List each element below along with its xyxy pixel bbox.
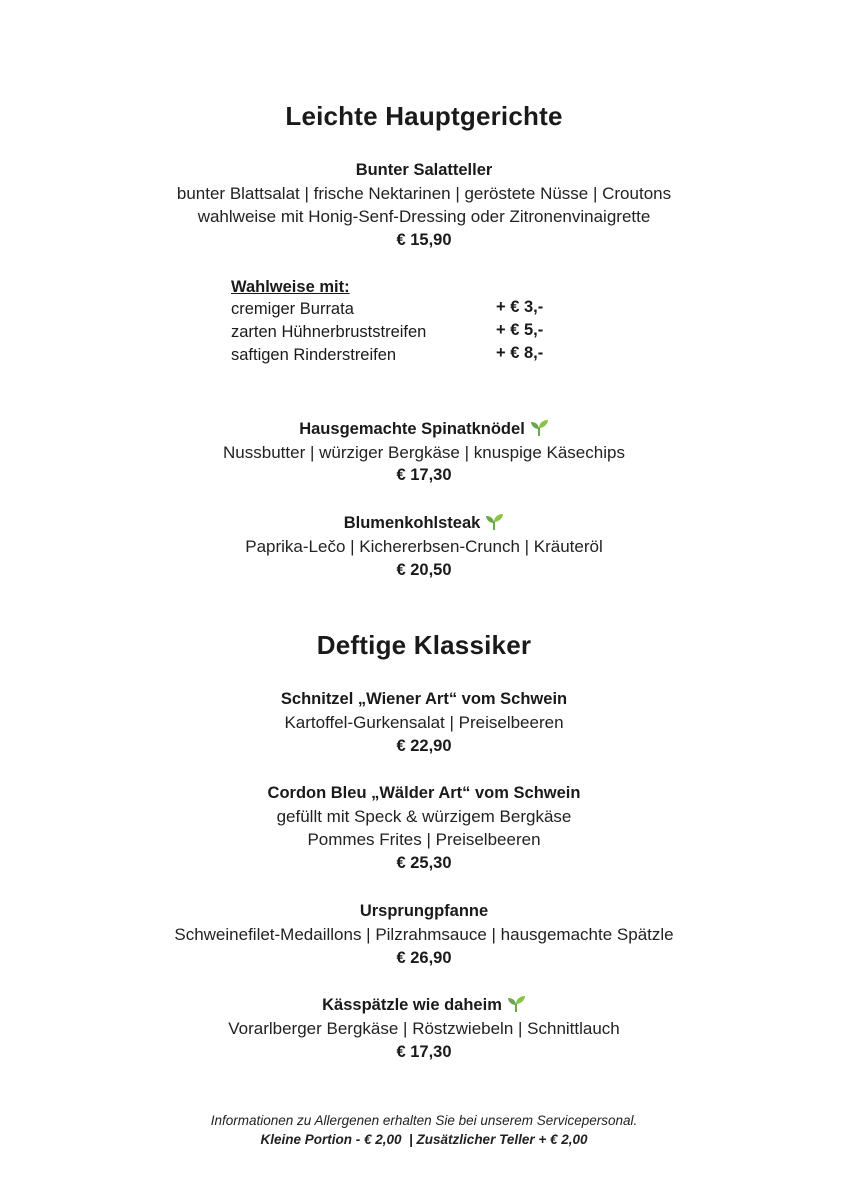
extras-list	[231, 278, 591, 369]
dish-description-spinach: Nussbutter | würziger Bergkäse | knuspige Käsechips	[223, 443, 625, 462]
dish-name-salad: Bunter Salatteller	[355, 161, 493, 179]
extras-title: Wahlweise mit:	[231, 278, 350, 296]
dish-description-schnitzel: Kartoffel-Gurkensalat | Preiselbeeren	[284, 713, 564, 732]
dish-description-cordon-bleu-2: Pommes Frites | Preiselbeeren	[307, 830, 541, 849]
dish-price-cauliflower: € 20,50	[396, 561, 452, 579]
dish-description-kaesspaetzle: Vorarlberger Bergkäse | Röstzwiebeln | Schnittlauch	[228, 1019, 620, 1038]
dish-name-schnitzel: Schnitzel „Wiener Art“ vom Schwein	[280, 690, 568, 708]
extra-item-price: + € 5,-	[496, 321, 544, 339]
extra-item-name: zarten Hühnerbruststreifen	[231, 323, 427, 341]
dish-description-ursprungpfanne: Schweinefilet-Medaillons | Pilzrahmsauce | hausgemachte Spätzle	[174, 925, 674, 944]
extra-item-price: + € 8,-	[496, 344, 544, 362]
dish-description-cauliflower: Paprika-Lečo | Kichererbsen-Crunch | Kräuteröl	[245, 537, 603, 556]
section-title-light-mains: Leichte Hauptgerichte	[285, 101, 563, 131]
dish-name-kaesspaetzle: Kässpätzle wie daheim	[322, 996, 502, 1014]
dish-price-cordon-bleu: € 25,30	[396, 854, 452, 872]
allergen-note: Informationen zu Allergenen erhalten Sie bei unserem Servicepersonal.	[210, 1113, 638, 1128]
extra-item	[231, 300, 591, 323]
extra-item	[231, 346, 591, 369]
sprout-icon	[484, 513, 504, 531]
dish-price-kaesspaetzle: € 17,30	[396, 1043, 452, 1061]
extra-item-name: saftigen Rinderstreifen	[231, 346, 397, 364]
sprout-icon	[529, 419, 549, 437]
dish-name-cauliflower: Blumenkohlsteak	[343, 514, 481, 532]
extra-item-name: cremiger Burrata	[231, 300, 354, 318]
extra-item-price: + € 3,-	[496, 298, 544, 316]
dish-heading-kaesspaetzle	[0, 995, 848, 1015]
dish-name-ursprungpfanne: Ursprungpfanne	[359, 902, 489, 920]
section-title-hearty-classics: Deftige Klassiker	[316, 630, 532, 660]
dish-price-spinach: € 17,30	[396, 466, 452, 484]
dish-description-cordon-bleu-1: gefüllt mit Speck & würzigem Bergkäse	[276, 807, 572, 826]
dish-description-salad-2: wahlweise mit Honig-Senf-Dressing oder Zitronenvinaigrette	[197, 207, 651, 226]
dish-price-schnitzel: € 22,90	[396, 737, 452, 755]
portion-note	[0, 1132, 848, 1147]
portion-note-text: Kleine Portion - € 2,00 | Zusätzlicher Teller + € 2,00	[260, 1132, 588, 1147]
dish-name-spinach: Hausgemachte Spinatknödel	[299, 420, 525, 438]
dish-price-ursprungpfanne: € 26,90	[396, 949, 452, 967]
dish-name-cordon-bleu: Cordon Bleu „Wälder Art“ vom Schwein	[267, 784, 581, 802]
dish-description-salad-1: bunter Blattsalat | frische Nektarinen | geröstete Nüsse | Croutons	[176, 184, 672, 203]
dish-price-salad: € 15,90	[396, 231, 452, 249]
extra-item	[231, 323, 591, 346]
dish-heading-cauliflower	[0, 513, 848, 533]
sprout-icon	[506, 995, 526, 1013]
dish-heading-spinach	[0, 419, 848, 439]
